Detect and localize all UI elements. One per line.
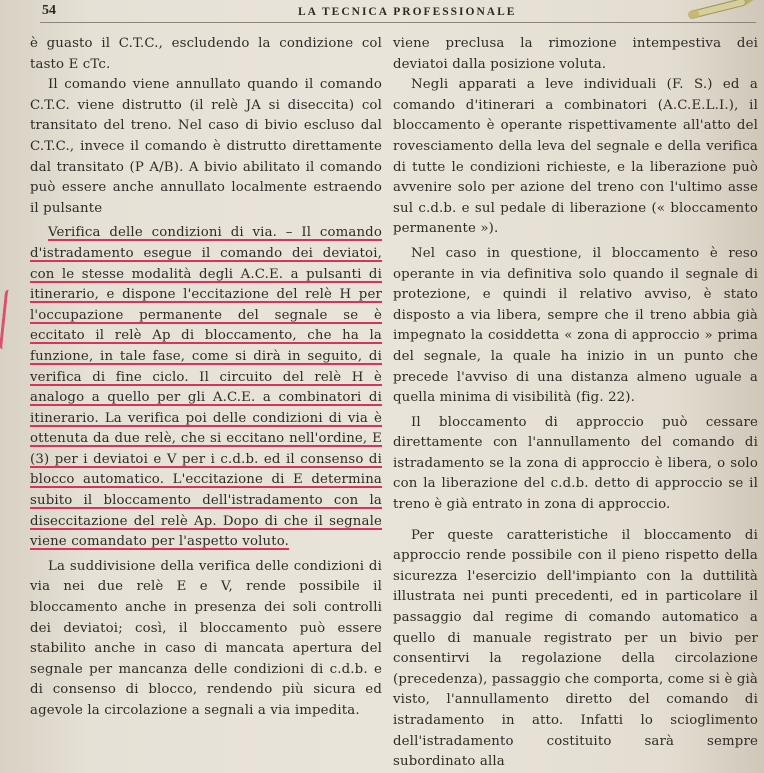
paragraph-highlighted: Verifica delle condizioni di via. – Il comando d'istradamento esegue il comando dei deviatoi, con le stesse modalità degli A.C.E. a pulsanti di itinerario, e dispone l'eccitazione del relè H per l'occupazione permanente del segnale se è eccitato il relè Ap di bloccamento, che ha la funzione, in tale fase, come si dirà in seguito, di verifica di fine ciclo. Il circuito del relè H è analogo a quello per gli A.C.E. a combinatori di itinerario. La verifica poi delle condizioni di via è ottenuta da due relè, che si eccitano nell'ordine, E (3) per i deviatoi e V per i c.d.b. ed il consenso di blocco automatico. L'eccitazione di E determina subito il bloccamento dell'istradamento con la diseccitazione del relè Ap. Dopo di che il segnale viene comandato per l'aspetto voluto. bbox=[30, 225, 382, 550]
paragraph: Negli apparati a leve individuali (F. S.) ed a comando d'itinerari a combinatori (A.C.E.L.I.), il bloccamento è operante rispettivamente all'atto del rovesciamento della leva del segnale e della verifica di tutte le condizioni richieste, e la liberazione può avvenire solo per azione del treno con l'ultimo asse sul c.d.b. e sul pedale di liberazione (« bloccamento permanente »). bbox=[393, 77, 758, 237]
margin-annotation-mark bbox=[0, 289, 22, 350]
header-rule bbox=[40, 22, 756, 23]
page-header bbox=[0, 0, 764, 22]
paragraph: La suddivisione della verifica delle condizioni di via nei due relè E e V, rende possibile il bloccamento anche in presenza dei soli controlli dei deviatoi; così, il bloccamento può essere stabilito anche in caso di mancata apertura del segnale per mancanza delle condizioni di c.d.b. e di consenso di blocco, rendendo più sicura ed agevole la circolazione a segnali a via impedita. bbox=[30, 558, 382, 718]
paragraph: viene preclusa la rimozione intempestiva dei deviatoi dalla posizione voluta. bbox=[393, 36, 758, 72]
page-number: 54 bbox=[42, 3, 56, 18]
paragraph: Per queste caratteristiche il bloccamento di approccio rende possibile con il pieno rispetto della sicurezza l'esercizio dell'impianto con la duttilità illustrata nei punti precedenti, ed in particolare il passaggio dal regime di comando automatico a quello di manuale registrato per un bivio per consentirvi la regolazione della circolazione (precedenza), passaggio che comporta, come si è già visto, l'annullamento diretto del comando di istradamento in atto. Infatti lo scioglimento dell'istradamento costituito sarà sempre subordinato alla bbox=[393, 527, 758, 770]
paragraph: Nel caso in questione, il bloccamento è reso operante in via definitiva solo quando il segnale di protezione, e quindi il relativo avviso, è stato disposto a via libera, sempre che il treno abbia già impegnato la cosiddetta « zona di approccio » prima del segnale, la quale ha inizio in un punto che precede l'avviso di una distanza almeno uguale a quella minima di visibilità (fig. 22). bbox=[393, 245, 758, 406]
left-column bbox=[30, 34, 382, 722]
paragraph: Il comando viene annullato quando il comando C.T.C. viene distrutto (il relè JA si diseccita) col transitato del treno. Nel caso di bivio escluso dal C.T.C., invece il comando è distrutto direttamente dal transitato (P A/B). A bivio abilitato il comando può essere anche annullato localmente estraendo il pulsante bbox=[30, 77, 382, 216]
right-column bbox=[393, 34, 758, 773]
paragraph: è guasto il C.T.C., escludendo la condizione col tasto E cTc. bbox=[30, 36, 382, 72]
pen-icon bbox=[684, 0, 758, 28]
paragraph: Il bloccamento di approccio può cessare direttamente con l'annullamento del comando di istradamento se la zona di approccio è libera, o solo con la liberazione del c.d.b. detto di approccio se il treno è già entrato in zona di approccio. bbox=[393, 414, 758, 513]
running-title: LA TECNICA PROFESSIONALE bbox=[298, 6, 517, 18]
